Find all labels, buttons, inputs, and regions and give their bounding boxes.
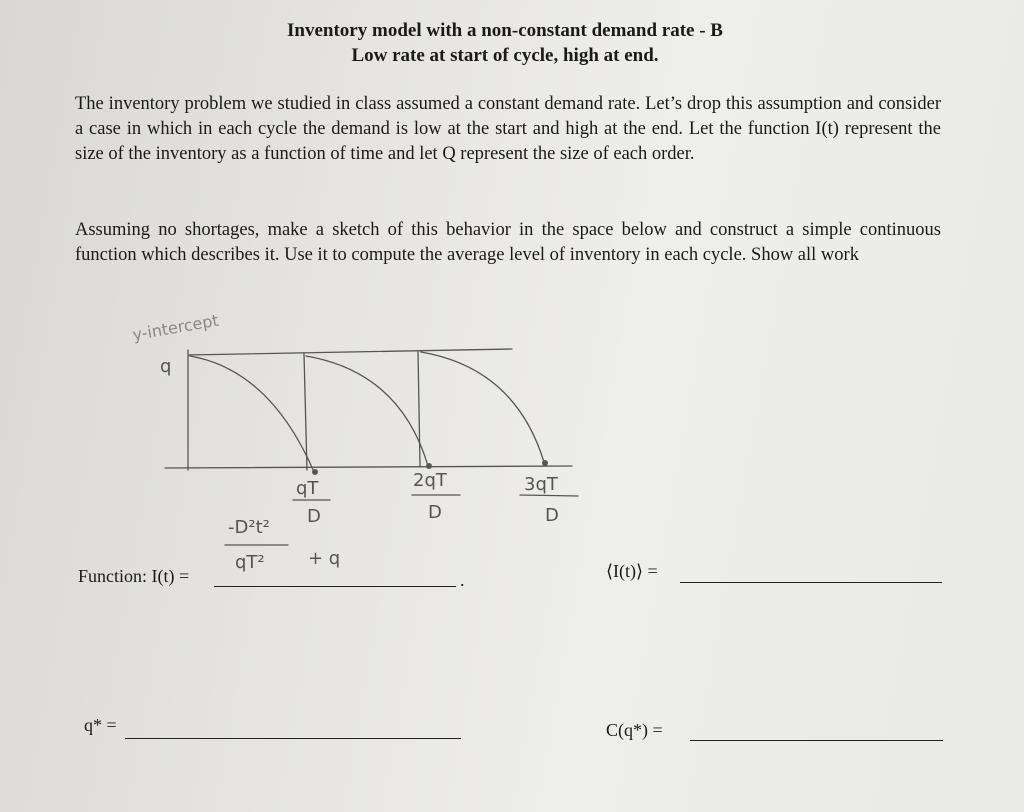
q-axis-label: q <box>160 356 172 377</box>
average-inventory-label: ⟨I(t)⟩ = <box>606 561 658 581</box>
sketch-curve-2 <box>306 356 428 466</box>
function-denominator: qT² <box>235 552 265 573</box>
intro-paragraph: The inventory problem we studied in class assumed a constant demand rate. Let’s drop this assumption and consider a case in which in each cycle the demand is low at the start and high at the end. Let the function I(t) represent the size of the inventory as a function of time and let Q represent the size of each order. <box>75 94 941 164</box>
sketch-curve-1 <box>190 356 314 472</box>
tick-2-denominator: D <box>428 502 442 523</box>
average-inventory-answer-line[interactable] <box>680 582 942 583</box>
title-line-1: Inventory model with a non-constant demand rate - B <box>287 20 723 41</box>
fraction-bar-3 <box>520 495 578 496</box>
tick-2-numerator: 2qT <box>413 470 447 491</box>
tick-1-denominator: D <box>307 506 321 527</box>
instructions-paragraph: Assuming no shortages, make a sketch of this behavior in the space below and construct a simple continuous function which describes it. Use it to compute the average level of inventory in each cycle. Show all work <box>75 220 941 265</box>
sketch-top-line <box>188 349 512 355</box>
y-intercept-note: y-intercept <box>131 310 220 345</box>
sketch-x-axis <box>165 466 572 468</box>
sketch-curve-3 <box>421 352 544 462</box>
period-mark: . <box>460 570 465 590</box>
tick-3-denominator: D <box>545 505 559 526</box>
tick-dot-1 <box>312 469 318 475</box>
optimal-cost-label: C(q*) = <box>606 720 663 740</box>
tick-dot-2 <box>426 463 432 469</box>
function-numerator: -D²t² <box>228 517 270 538</box>
tick-dot-3 <box>542 460 548 466</box>
tick-1-numerator: qT <box>296 478 319 499</box>
title-line-2: Low rate at start of cycle, high at end. <box>351 45 659 66</box>
optimal-cost-answer-line[interactable] <box>690 740 943 741</box>
optimal-q-answer-line[interactable] <box>125 738 461 739</box>
function-constant: + q <box>308 548 341 569</box>
tick-3-numerator: 3qT <box>524 474 558 495</box>
optimal-q-label: q* = <box>84 715 117 735</box>
function-answer-line[interactable] <box>214 586 456 587</box>
function-label: Function: I(t) = <box>78 566 190 586</box>
sketch-drop-2 <box>418 351 420 467</box>
